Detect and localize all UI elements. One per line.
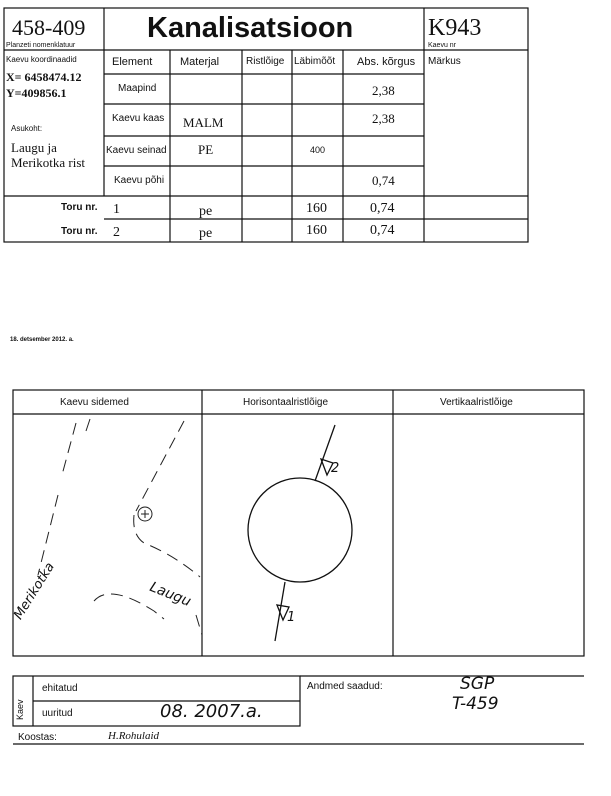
connections-sketch [11, 415, 202, 655]
street-label-merikotka: Merikotka [11, 559, 58, 623]
col-header-notes: Märkus [428, 56, 461, 67]
well-id: K943 [428, 15, 482, 41]
pipe-label-1: 1 [287, 610, 296, 625]
row-material-walls: PE [198, 142, 214, 157]
pipe-1-height: 0,74 [370, 201, 395, 216]
panel-title-connections: Kaevu sidemed [60, 397, 129, 408]
row-material-lid: MALM [183, 115, 224, 130]
pipe-1-diameter: 160 [306, 201, 327, 216]
panel-title-vertical: Vertikaalristlõige [440, 397, 513, 408]
pipe-2-diameter: 160 [306, 223, 327, 238]
panel-title-horizontal: Horisontaalristlõige [243, 397, 329, 408]
row-height-bottom: 0,74 [372, 173, 395, 188]
col-header-section: Ristlõige [246, 56, 285, 67]
col-header-material: Materjal [180, 56, 220, 68]
author-value: H.Rohulaid [108, 730, 160, 742]
col-header-diameter: Läbimõõt [294, 56, 336, 67]
source-label: Andmed saadud: [307, 681, 383, 692]
street-label-laugu: Laugu [147, 579, 194, 611]
sheet-number: 458-409 [12, 15, 86, 40]
address-line-2: Merikotka rist [11, 155, 86, 170]
address-line-1: Laugu ja [11, 140, 57, 155]
row-diameter-walls: 400 [310, 145, 326, 155]
row-element-bottom: Kaevu põhi [114, 175, 165, 186]
page-title: Kanalisatsioon [147, 12, 354, 44]
address-label: Asukoht: [11, 124, 43, 133]
sheet-number-label: Planzeti nomenklatuur [6, 42, 76, 49]
coordinates-label: Kaevu koordinaadid [6, 55, 77, 64]
row-element-ground: Maapind [118, 83, 157, 94]
side-label-well: Kaev [15, 699, 25, 720]
built-label: ehitatud [42, 683, 78, 694]
col-header-element: Element [112, 56, 153, 68]
row-element-lid: Kaevu kaas [112, 113, 165, 124]
pipe-2-number: 2 [113, 225, 120, 240]
author-label: Koostas: [18, 732, 57, 743]
pipe-1-material: pe [199, 204, 213, 219]
pipe-label-2: 2 [331, 461, 340, 476]
header-grid [0, 0, 611, 300]
pipe-2-label: Toru nr. [61, 226, 98, 237]
row-element-walls: Kaevu seinad [106, 145, 167, 156]
col-header-height: Abs. kõrgus [357, 56, 416, 68]
pipe-1-number: 1 [113, 202, 120, 217]
well-circle [248, 478, 352, 582]
footer-grid [0, 670, 611, 750]
date-stamp: 18. detsember 2012. a. [10, 337, 74, 343]
pipe-2-material: pe [199, 226, 213, 241]
surveyed-value: 08. 2007.a. [160, 701, 263, 722]
coordinate-x: X= 6458474.12 [6, 70, 82, 84]
row-height-ground: 2,38 [372, 83, 395, 98]
well-id-label: Kaevu nr [428, 42, 457, 49]
horizontal-section-sketch [203, 415, 393, 655]
pipe-1-label: Toru nr. [61, 202, 98, 213]
source-value-2: T-459 [452, 694, 499, 714]
row-height-lid: 2,38 [372, 111, 395, 126]
source-value-1: SGP [460, 674, 495, 694]
surveyed-label: uuritud [42, 708, 73, 719]
pipe-2-height: 0,74 [370, 223, 395, 238]
coordinate-y: Y=409856.1 [6, 86, 67, 100]
